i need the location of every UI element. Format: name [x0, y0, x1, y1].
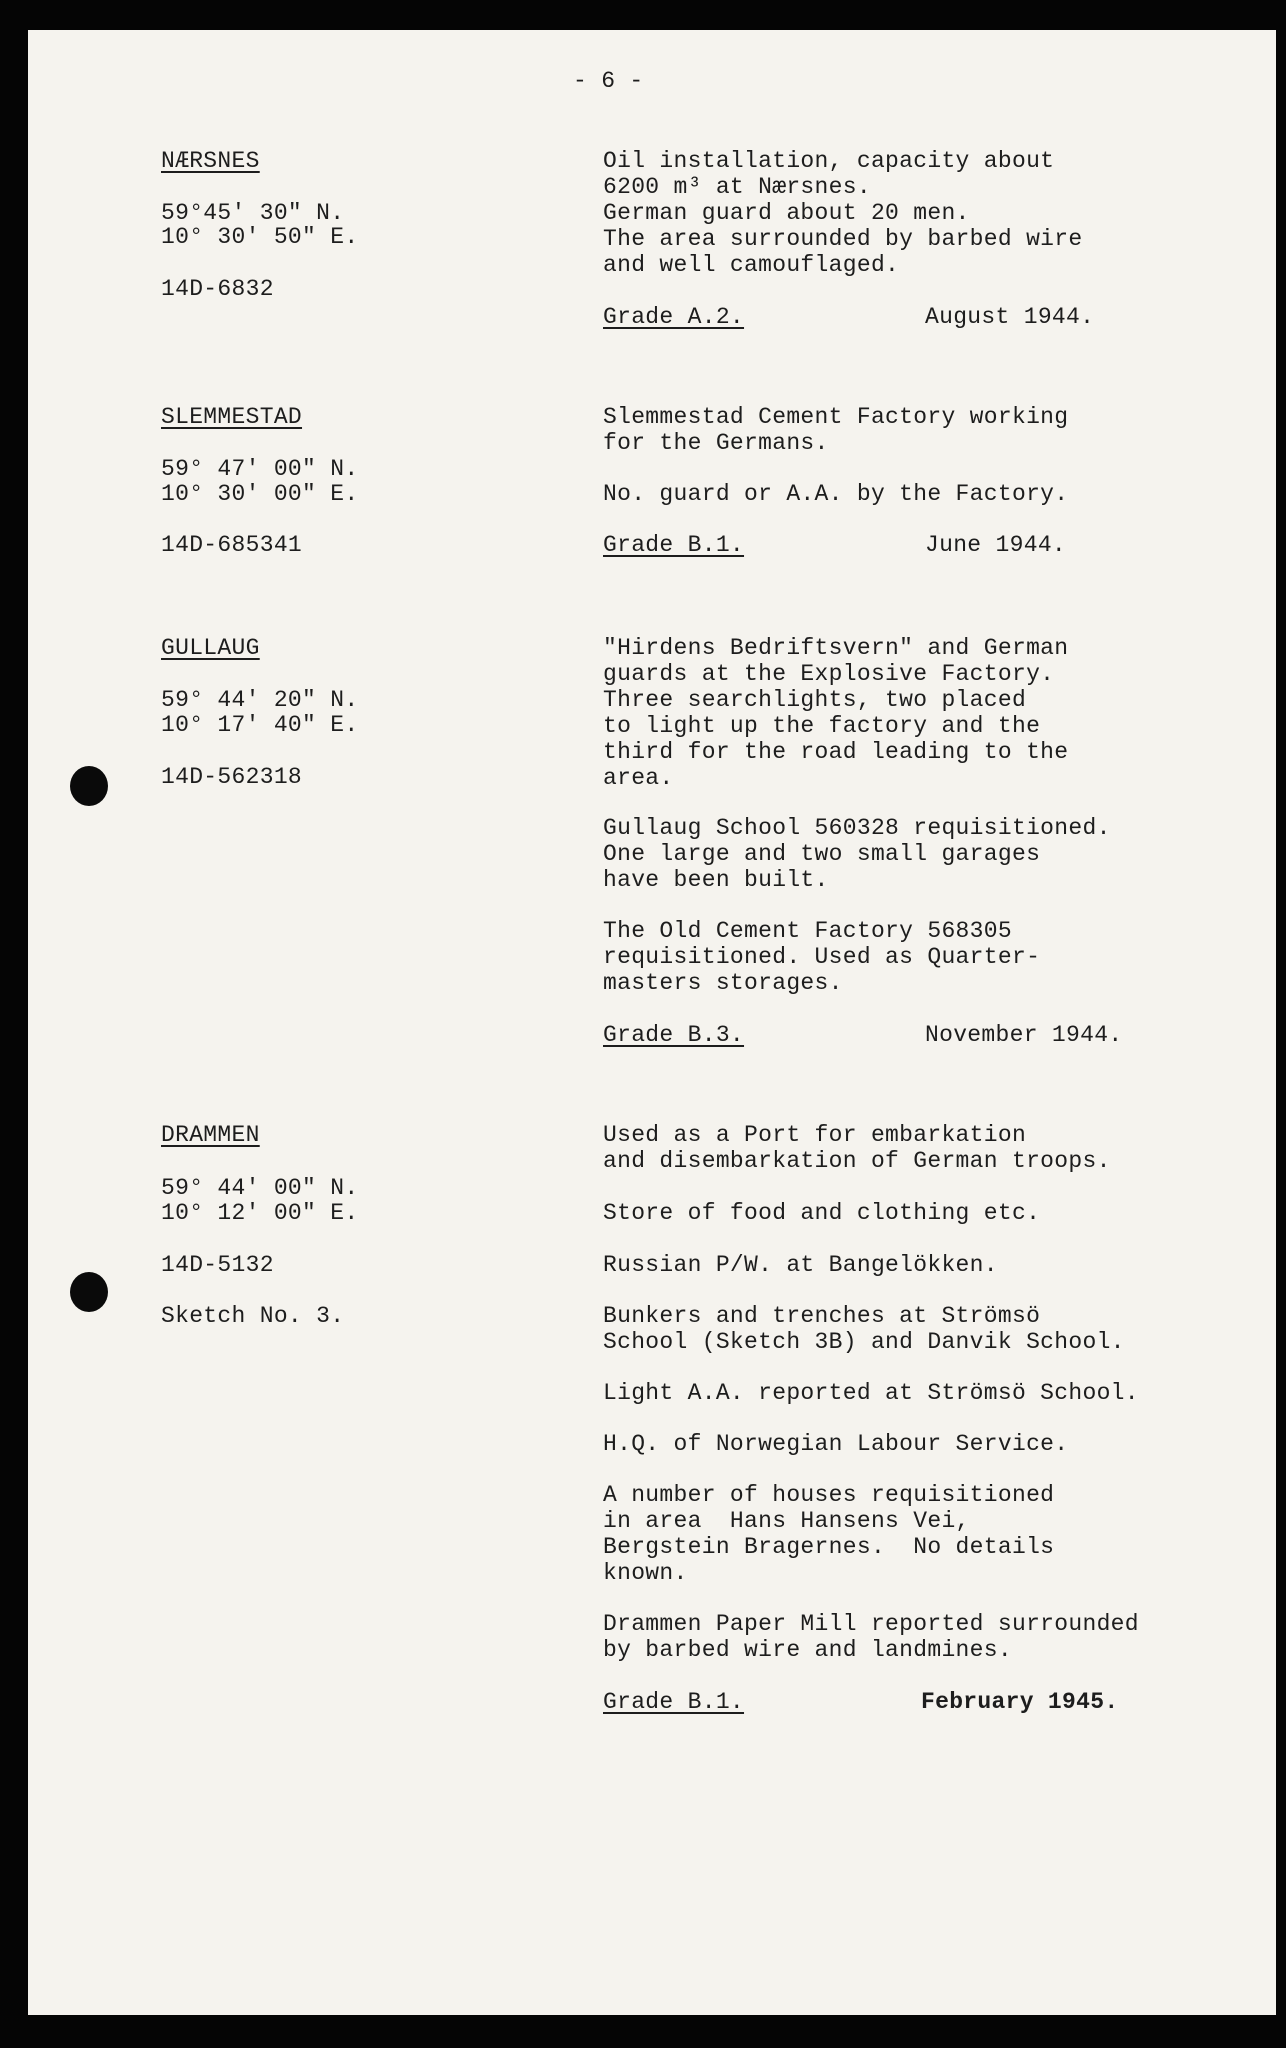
description-line: Store of food and clothing etc.	[603, 1200, 1041, 1226]
description-line: Drammen Paper Mill reported surrounded	[603, 1611, 1139, 1637]
description-line: in area Hans Hansens Vei,	[603, 1508, 970, 1534]
sketch-reference: Sketch No. 3.	[161, 1303, 345, 1329]
place-name: GULLAUG	[161, 635, 260, 661]
latitude: 59° 44' 20" N.	[161, 687, 359, 713]
description-line: Bunkers and trenches at Strömsö	[603, 1303, 1041, 1329]
description-line: and disembarkation of German troops.	[603, 1148, 1111, 1174]
description-line: German guard about 20 men.	[603, 200, 970, 226]
description-line: requisitioned. Used as Quarter-	[603, 944, 1041, 970]
punch-hole	[70, 1272, 108, 1312]
document-page	[28, 30, 1276, 2015]
description-line: masters storages.	[603, 970, 843, 996]
description-line: Used as a Port for embarkation	[603, 1122, 1027, 1148]
description-line: to light up the factory and the	[603, 713, 1041, 739]
description-line: area.	[603, 765, 674, 791]
description-line: One large and two small garages	[603, 841, 1041, 867]
place-name: SLEMMESTAD	[161, 404, 303, 430]
description-line: Light A.A. reported at Strömsö School.	[603, 1380, 1139, 1406]
latitude: 59° 44' 00" N.	[161, 1175, 359, 1201]
grade: Grade B.1.	[603, 532, 745, 558]
description-line: Three searchlights, two placed	[603, 687, 1027, 713]
map-reference: 14D-685341	[161, 532, 303, 558]
punch-hole	[70, 766, 108, 806]
report-date: November 1944.	[925, 1022, 1123, 1048]
place-name: NÆRSNES	[161, 148, 260, 174]
description-line: by barbed wire and landmines.	[603, 1637, 1012, 1663]
description-line: The Old Cement Factory 568305	[603, 918, 1012, 944]
longitude: 10° 12' 00" E.	[161, 1200, 359, 1226]
map-reference: 14D-5132	[161, 1252, 274, 1278]
latitude: 59° 47' 00" N.	[161, 456, 359, 482]
report-date: June 1944.	[925, 532, 1067, 558]
description-line: for the Germans.	[603, 430, 829, 456]
report-date: February 1945.	[921, 1689, 1119, 1715]
description-line: third for the road leading to the	[603, 739, 1069, 765]
report-date: August 1944.	[925, 304, 1095, 330]
description-line: H.Q. of Norwegian Labour Service.	[603, 1431, 1069, 1457]
description-line: Oil installation, capacity about	[603, 148, 1055, 174]
longitude: 10° 30' 00" E.	[161, 481, 359, 507]
description-line: 6200 m³ at Nærsnes.	[603, 174, 871, 200]
description-line: School (Sketch 3B) and Danvik School.	[603, 1329, 1125, 1355]
latitude: 59°45' 30" N.	[161, 200, 345, 226]
description-line: Gullaug School 560328 requisitioned.	[603, 815, 1111, 841]
description-line: "Hirdens Bedriftsvern" and German	[603, 635, 1069, 661]
description-line: Bergstein Bragernes. No details	[603, 1534, 1055, 1560]
description-line: known.	[603, 1560, 688, 1586]
map-reference: 14D-6832	[161, 276, 274, 302]
longitude: 10° 30' 50" E.	[161, 224, 359, 250]
description-line: A number of houses requisitioned	[603, 1482, 1055, 1508]
description-line: Slemmestad Cement Factory working	[603, 404, 1069, 430]
map-reference: 14D-562318	[161, 764, 303, 790]
description-line: have been built.	[603, 867, 829, 893]
grade: Grade B.1.	[603, 1689, 745, 1715]
grade: Grade B.3.	[603, 1022, 745, 1048]
grade: Grade A.2.	[603, 304, 745, 330]
description-line: guards at the Explosive Factory.	[603, 661, 1055, 687]
description-line: No. guard or A.A. by the Factory.	[603, 481, 1069, 507]
place-name: DRAMMEN	[161, 1122, 260, 1148]
description-line: and well camouflaged.	[603, 252, 900, 278]
description-line: Russian P/W. at Bangelökken.	[603, 1252, 998, 1278]
description-line: The area surrounded by barbed wire	[603, 226, 1083, 252]
page-number: - 6 -	[573, 68, 644, 94]
longitude: 10° 17' 40" E.	[161, 712, 359, 738]
